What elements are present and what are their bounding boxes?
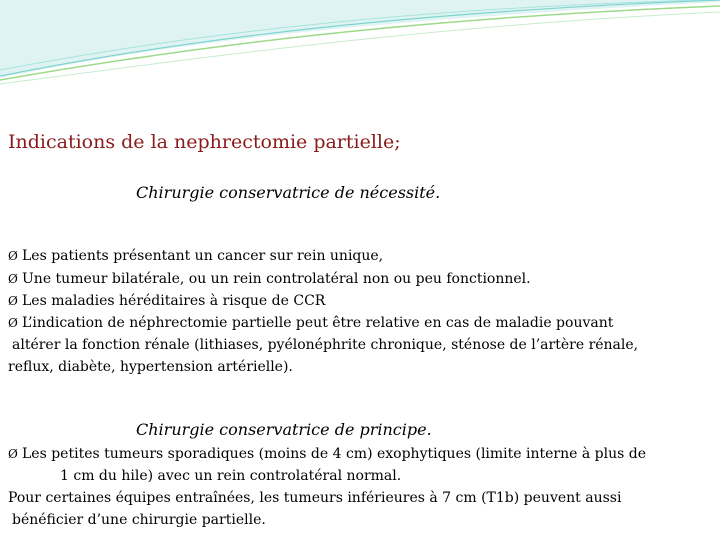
paragraph-line: Pour certaines équipes entraînées, les tumeurs inférieures à 7 cm (T1b) peuvent aussi (8, 490, 622, 506)
list-item: Ø Les patients présentant un cancer sur rein unique, (8, 248, 384, 264)
slide-title: Indications de la nephrectomie partielle; (8, 131, 401, 153)
arrow-bullet-icon: Ø (8, 272, 18, 286)
list-item-continuation: altérer la fonction rénale (lithiases, pyélonéphrite chronique, sténose de l’artère rénale, (12, 337, 639, 353)
arrow-bullet-icon: Ø (8, 294, 18, 308)
arrow-bullet-icon: Ø (8, 316, 18, 330)
list-item: Ø Les maladies héréditaires à risque de CCR (8, 293, 326, 309)
paragraph-line: bénéficier d’une chirurgie partielle. (12, 512, 266, 528)
header-decoration (0, 0, 720, 95)
arrow-bullet-icon: Ø (8, 249, 18, 263)
section-heading-necessity: Chirurgie conservatrice de nécessité. (136, 183, 441, 202)
list-item: Ø Une tumeur bilatérale, ou un rein controlatéral non ou peu fonctionnel. (8, 271, 531, 287)
list-item: Ø Les petites tumeurs sporadiques (moins de 4 cm) exophytiques (limite interne à plus de (8, 446, 647, 462)
list-item-continuation: 1 cm du hile) avec un rein controlatéral normal. (60, 468, 402, 484)
section-heading-principle: Chirurgie conservatrice de principe. (136, 420, 432, 439)
arrow-bullet-icon: Ø (8, 447, 18, 461)
list-item: Ø L’indication de néphrectomie partielle peut être relative en cas de maladie pouvant (8, 315, 614, 331)
list-item-continuation: reflux, diabète, hypertension artérielle). (8, 359, 293, 375)
